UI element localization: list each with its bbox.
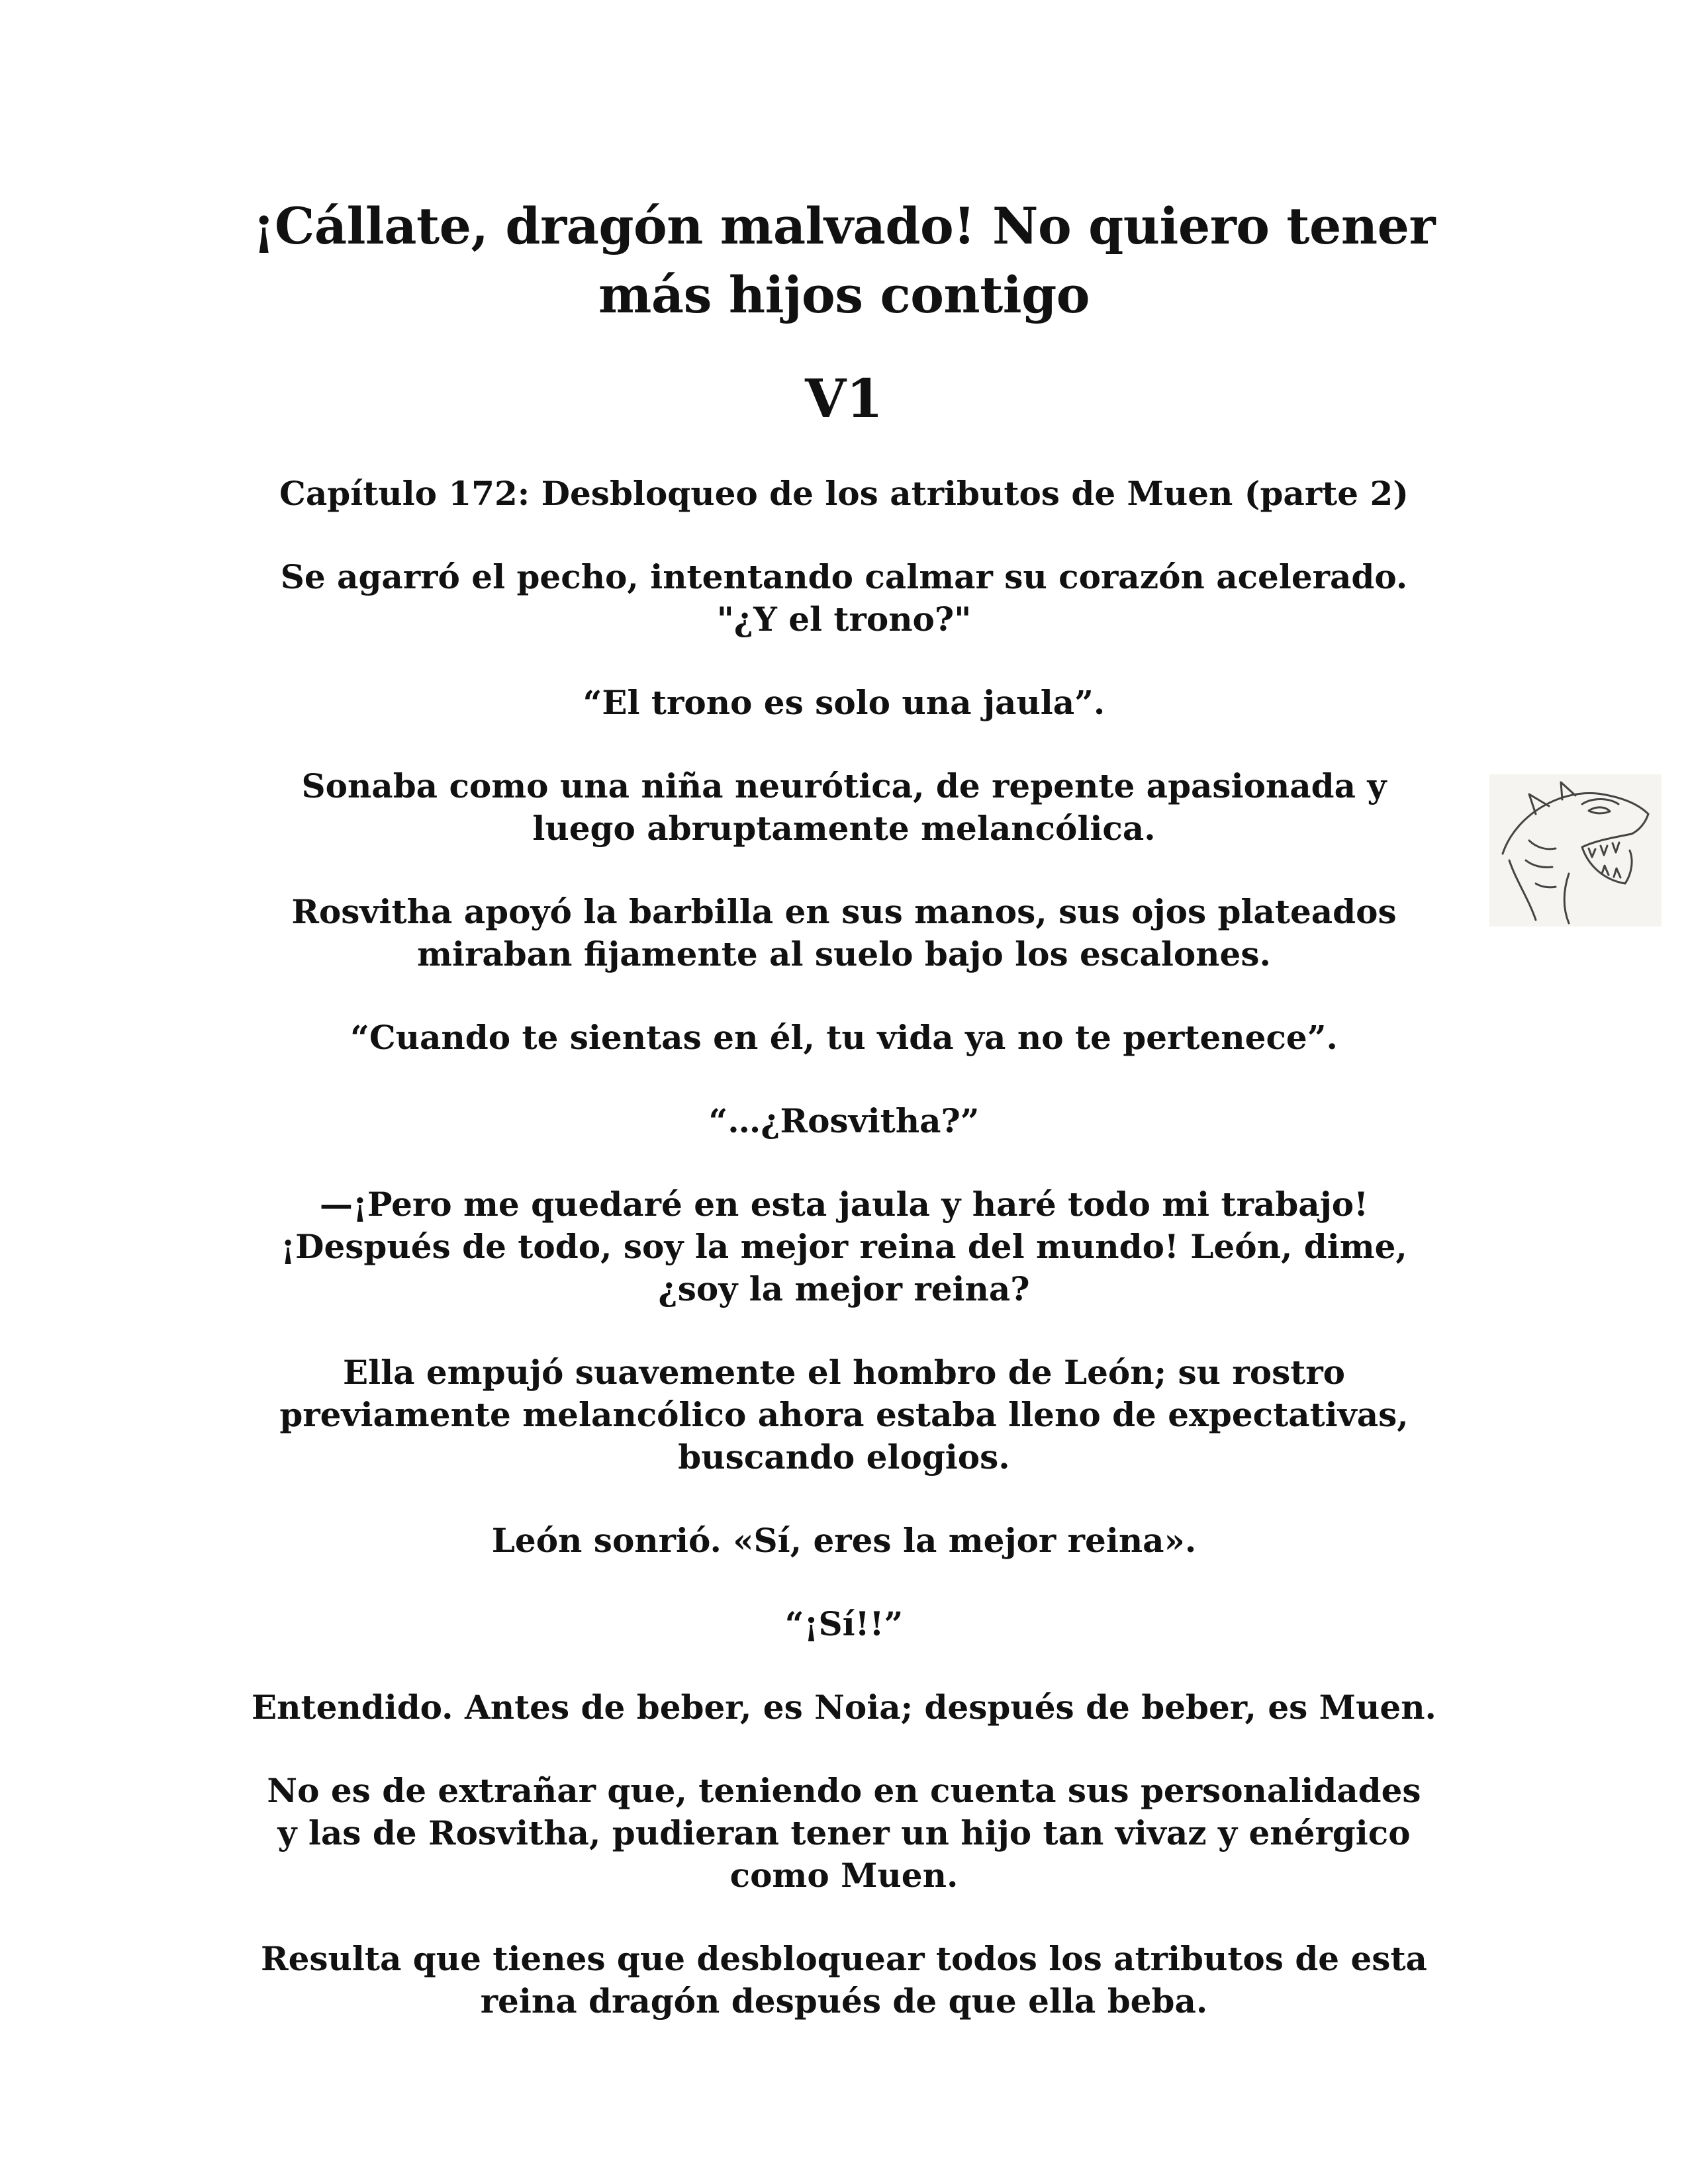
paragraph-11-line-1: Entendido. Antes de beber, es Noia; después de beber, es Muen. (252, 1688, 1436, 1727)
paragraph-2-line-1: “El trono es solo una jaula”. (583, 683, 1105, 722)
paragraph-10-line-1: “¡Sí!!” (784, 1604, 904, 1643)
paragraph-1-line-1: Se agarró el pecho, intentando calmar su corazón acelerado. (280, 557, 1408, 596)
paragraph-3-line-1: Sonaba como una niña neurótica, de repente apasionada y (301, 766, 1387, 805)
paragraph-11 (218, 1686, 1470, 1729)
paragraph-6-line-1: “…¿Rosvitha?” (708, 1101, 980, 1140)
paragraph-6 (218, 1100, 1470, 1142)
paragraph-12-line-2: y las de Rosvitha, pudieran tener un hijo tan vivaz y enérgico (277, 1813, 1411, 1852)
paragraph-2 (218, 682, 1470, 724)
document-title (218, 192, 1470, 330)
paragraph-12-line-3: como Muen. (729, 1856, 959, 1895)
chapter-heading: Capítulo 172: Desbloqueo de los atributos de Muen (parte 2) (279, 474, 1409, 513)
title-line-1: ¡Cállate, dragón malvado! No quiero tener (252, 197, 1436, 255)
dragon-sketch (1489, 774, 1662, 927)
paragraph-7-line-3: ¿soy la mejor reina? (658, 1269, 1030, 1308)
document-page (218, 192, 1470, 2023)
paragraph-4-line-1: Rosvitha apoyó la barbilla en sus manos, sus ojos plateados (291, 892, 1397, 931)
paragraph-13 (218, 1938, 1470, 2023)
paragraph-9-line-1: León sonrió. «Sí, eres la mejor reina». (491, 1521, 1197, 1560)
paragraph-8 (218, 1351, 1470, 1479)
paragraph-5-line-1: “Cuando te sientas en él, tu vida ya no te pertenece”. (350, 1018, 1338, 1057)
paragraph-9 (218, 1520, 1470, 1562)
paragraph-12 (218, 1770, 1470, 1897)
title-line-2: más hijos contigo (598, 265, 1090, 324)
paragraph-10 (218, 1603, 1470, 1645)
paragraph-7-line-2: ¡Después de todo, soy la mejor reina del mundo! León, dime, (281, 1227, 1407, 1266)
paragraph-8-line-2: previamente melancólico ahora estaba lleno de expectativas, (279, 1395, 1409, 1434)
volume-label: V1 (805, 367, 883, 430)
paragraph-1 (218, 556, 1470, 641)
paragraph-4 (218, 891, 1470, 976)
paragraph-3-line-2: luego abruptamente melancólica. (532, 809, 1156, 848)
paragraph-7-line-1: —¡Pero me quedaré en esta jaula y haré todo mi trabajo! (319, 1185, 1369, 1224)
paragraph-3 (218, 765, 1470, 850)
paragraph-13-line-1: Resulta que tienes que desbloquear todos los atributos de esta (261, 1939, 1427, 1978)
paragraph-5 (218, 1017, 1470, 1059)
paragraph-8-line-1: Ella empujó suavemente el hombro de León; su rostro (342, 1353, 1346, 1392)
paragraph-12-line-1: No es de extrañar que, teniendo en cuenta sus personalidades (267, 1771, 1421, 1810)
paragraph-8-line-3: buscando elogios. (678, 1437, 1010, 1477)
paragraph-7 (218, 1183, 1470, 1310)
paragraph-4-line-2: miraban fijamente al suelo bajo los escalones. (417, 934, 1271, 974)
paragraph-1-line-2: "¿Y el trono?" (716, 600, 972, 639)
dragon-head-icon (1489, 774, 1662, 927)
paragraph-13-line-2: reina dragón después de que ella beba. (480, 1981, 1208, 2021)
